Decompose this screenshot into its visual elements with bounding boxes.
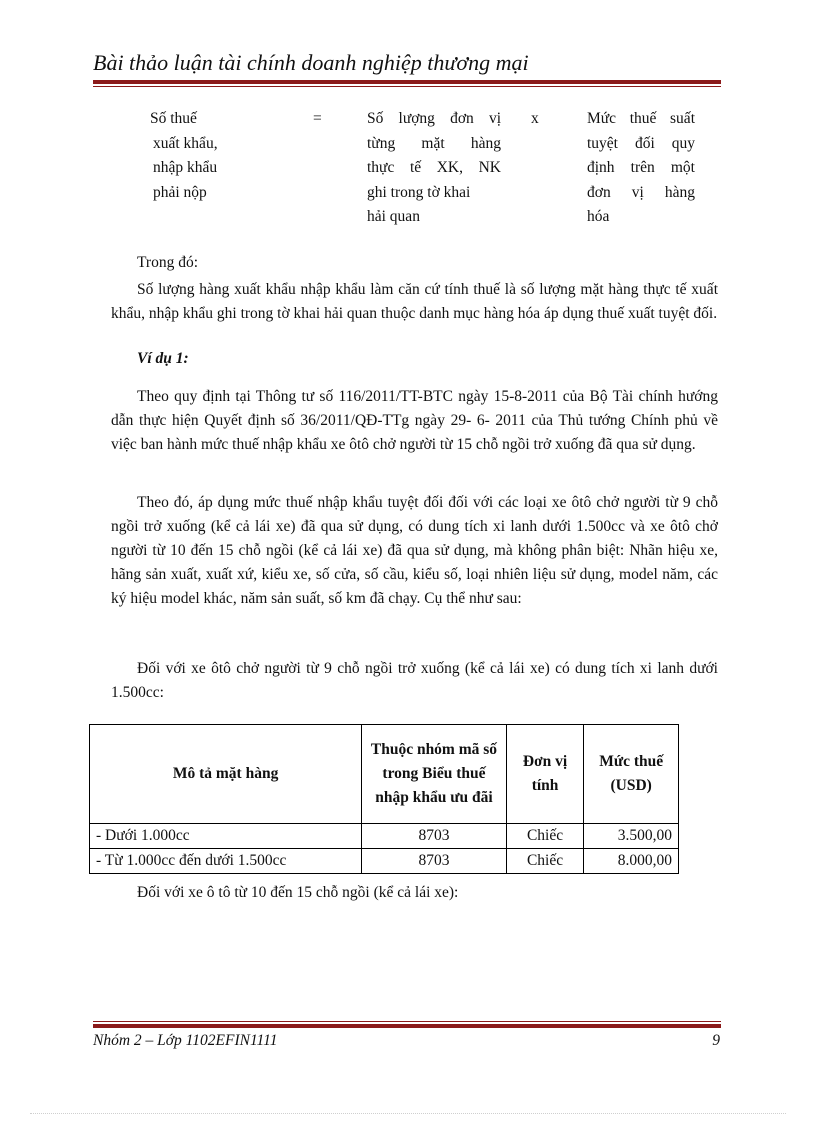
paragraph-circular-reference: Theo quy định tại Thông tư số 116/2011/TT-BTC ngày 15-8-2011 của Bộ Tài chính hướng dẫn thực hiện Quyết định số 36/2011/QĐ-TTg ngày 29- 6- 2011 của Thủ tướng Chính phủ về việc ban hành mức thuế nhập khẩu xe ôtô chở người từ 15 chỗ ngồi trở xuống đã qua sử dụng.: [111, 388, 718, 453]
page-bottom-divider: [30, 1113, 786, 1114]
tax-rate-table: [89, 724, 679, 874]
header-tax-rate: Mức thuế (USD): [584, 725, 679, 824]
formula-right-line: Mức thuế suất: [587, 110, 695, 127]
formula-middle-term: [367, 107, 501, 230]
formula-middle-line: Số lượng đơn vị: [367, 110, 501, 127]
formula-left-term: [150, 107, 260, 205]
formula-right-line: hóa: [587, 208, 610, 225]
paragraph-under-9-seats: Đối với xe ôtô chở người từ 9 chỗ ngồi trở xuống (kể cả lái xe) có dung tích xi lanh dưới 1.500cc:: [111, 660, 718, 701]
header-rule-thin: [93, 86, 721, 87]
formula-middle-line: thực tế XK, NK: [367, 159, 501, 176]
formula-right-line: tuyệt đối quy: [587, 134, 695, 152]
formula-right-term: [587, 107, 695, 230]
header-rule-thick: [93, 80, 721, 84]
cell-tax-rate: 8.000,00: [584, 849, 679, 874]
cell-description: - Từ 1.000cc đến dưới 1.500cc: [90, 849, 362, 874]
cell-description: - Dưới 1.000cc: [90, 824, 362, 849]
page-number: 9: [712, 1032, 720, 1049]
formula-left-line: nhập khẩu: [153, 159, 218, 176]
formula-equals-sign: =: [313, 110, 322, 127]
table-row: [90, 849, 679, 874]
formula-left-line: phải nộp: [153, 183, 207, 201]
formula-right-line: đơn vị hàng: [587, 183, 695, 201]
formula-middle-line: hải quan: [367, 208, 420, 225]
header-unit: Đơn vị tính: [506, 725, 584, 824]
header-tariff-group: Thuộc nhóm mã số trong Biểu thuế nhập khẩu ưu đãi: [362, 725, 507, 824]
footer-rule-thick: [93, 1024, 721, 1028]
table-header-row: [90, 725, 679, 824]
paragraph-quantity-basis: Số lượng hàng xuất khẩu nhập khẩu làm căn cứ tính thuế là số lượng mặt hàng thực tế xuất khẩu, nhập khẩu ghi trong tờ khai hải quan thuộc danh mục hàng hóa áp dụng thuế xuất tuyệt đối.: [111, 281, 718, 322]
formula-left-line: xuất khẩu,: [153, 134, 218, 152]
cell-unit: Chiếc: [506, 824, 584, 849]
formula-times-sign: x: [531, 110, 539, 127]
header-description: Mô tả mặt hàng: [90, 725, 362, 824]
footer-rule-thin: [93, 1021, 721, 1022]
cell-tariff-code: 8703: [362, 824, 507, 849]
table-row: [90, 824, 679, 849]
trong-do-label: Trong đó:: [137, 254, 199, 271]
footer-group-class: Nhóm 2 – Lớp 1102EFIN1111: [93, 1032, 278, 1049]
formula-left-line: Số thuế: [150, 110, 197, 127]
cell-tariff-code: 8703: [362, 849, 507, 874]
document-header-title: Bài thảo luận tài chính doanh nghiệp thương mại: [93, 50, 529, 75]
formula-middle-line: từng mặt hàng: [367, 134, 501, 152]
example-label: Ví dụ 1:: [137, 350, 189, 367]
cell-tax-rate: 3.500,00: [584, 824, 679, 849]
paragraph-10-to-15-seats: Đối với xe ô tô từ 10 đến 15 chỗ ngồi (kể cả lái xe):: [137, 884, 459, 901]
formula-middle-line: ghi trong tờ khai: [367, 183, 471, 201]
paragraph-absolute-tax-scope: Theo đó, áp dụng mức thuế nhập khẩu tuyệt đối đối với các loại xe ôtô chở người từ 9 chỗ ngồi trở xuống (kể cả lái xe) đã qua sử dụng, có dung tích xi lanh dưới 1.500cc và xe ôtô chở người từ 10 đến 15 chỗ ngồi (kể cả lái xe) đã qua sử dụng, mà không phân biệt: Nhãn hiệu xe, hãng sản xuất, xuất xứ, kiểu xe, số cửa, số cầu, kiểu số, loại nhiên liệu sử dụng, model năm, các ký hiệu model khác, năm sản suất, số km đã chạy. Cụ thể như sau:: [111, 494, 718, 607]
cell-unit: Chiếc: [506, 849, 584, 874]
formula-right-line: định trên một: [587, 159, 695, 176]
